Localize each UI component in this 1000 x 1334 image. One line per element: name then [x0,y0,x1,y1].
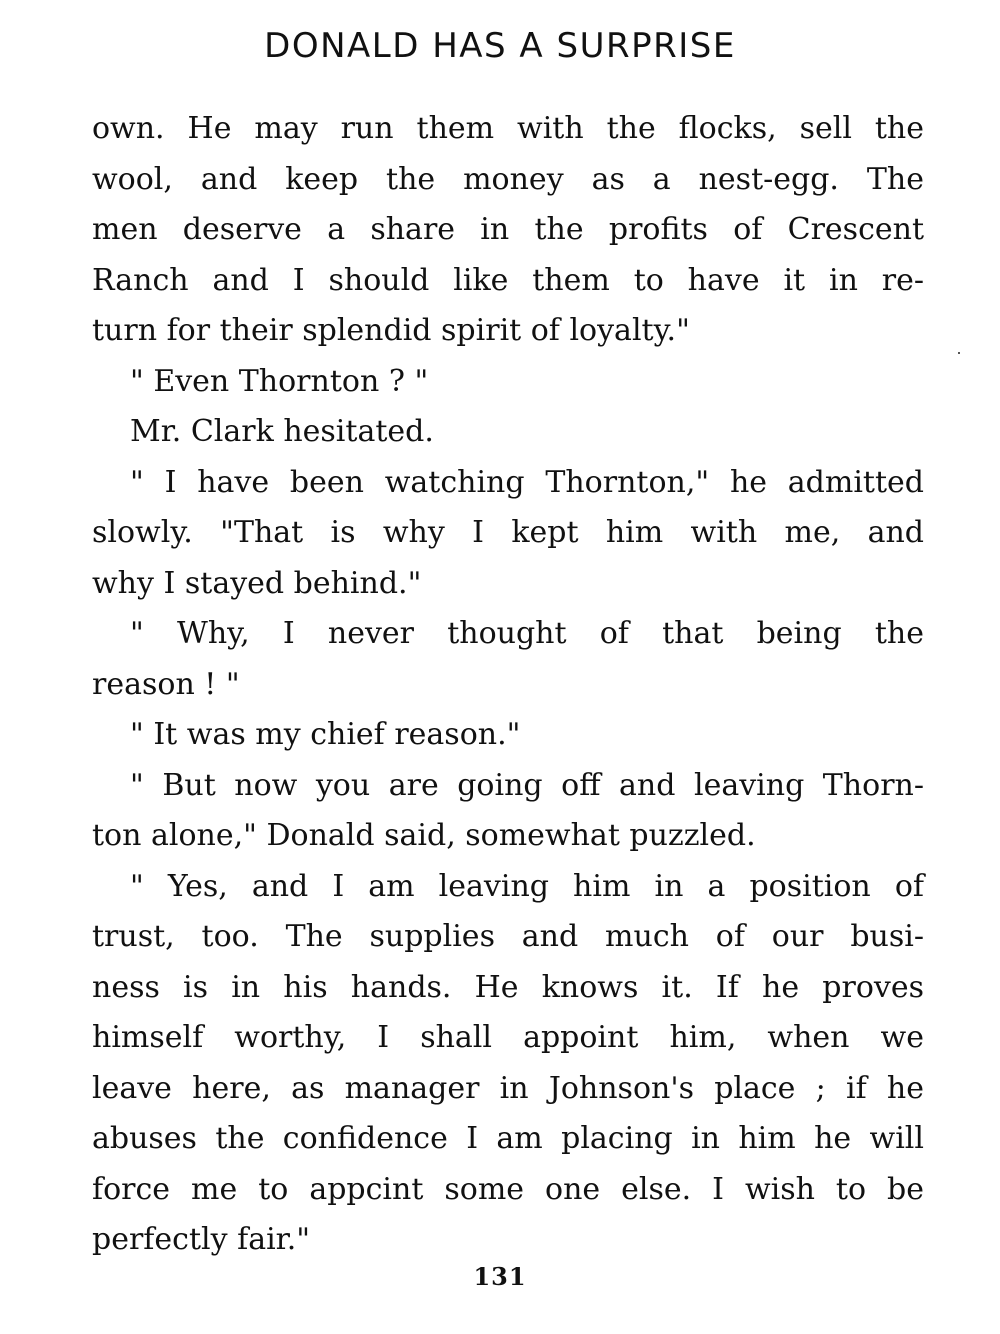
text-line: why I stayed behind." [92,565,422,601]
text-line: wool, and keep the money as a nest-egg. The [92,161,924,197]
text-line: " It was my chief reason." [130,717,521,752]
text-line: ton alone," Donald said, somewhat puzzled. [92,818,756,853]
text-line: slowly. "That is why I kept him with me, and [92,515,924,550]
text-line: " Yes, and I am leaving him in a position of [130,868,924,904]
text-line: force me to appcint some one else. I wish to be [92,1171,924,1207]
text-line: turn for their splendid spirit of loyalty." [92,313,690,348]
page-number: 131 [473,1262,527,1291]
text-line: abuses the confidence I am placing in him he will [92,1121,924,1156]
scan-speck [958,352,960,354]
text-line: trust, too. The supplies and much of our busi- [92,919,924,954]
text-line: " Why, I never thought of that being the [130,616,924,651]
text-line: himself worthy, I shall appoint him, when we [92,1020,924,1055]
text-line: Ranch and I should like them to have it in re- [92,262,924,298]
running-head-title: DONALD HAS A SURPRISE [264,26,736,66]
text-line: ness is in his hands. He knows it. If he proves [92,969,924,1005]
text-line: " I have been watching Thornton," he admitted [130,464,924,500]
text-line: own. He may run them with the flocks, sell the [92,111,924,146]
text-line: reason ! " [92,666,240,702]
text-line: " But now you are going off and leaving Thorn- [130,767,924,803]
body-text [92,104,924,1266]
text-line: " Even Thornton ? " [130,363,429,399]
text-line: leave here, as manager in Johnson's place ; if he [92,1070,924,1106]
text-line: men deserve a share in the profits of Crescent [92,212,924,247]
text-line: perfectly fair." [92,1222,311,1257]
text-line: Mr. Clark hesitated. [130,414,434,449]
